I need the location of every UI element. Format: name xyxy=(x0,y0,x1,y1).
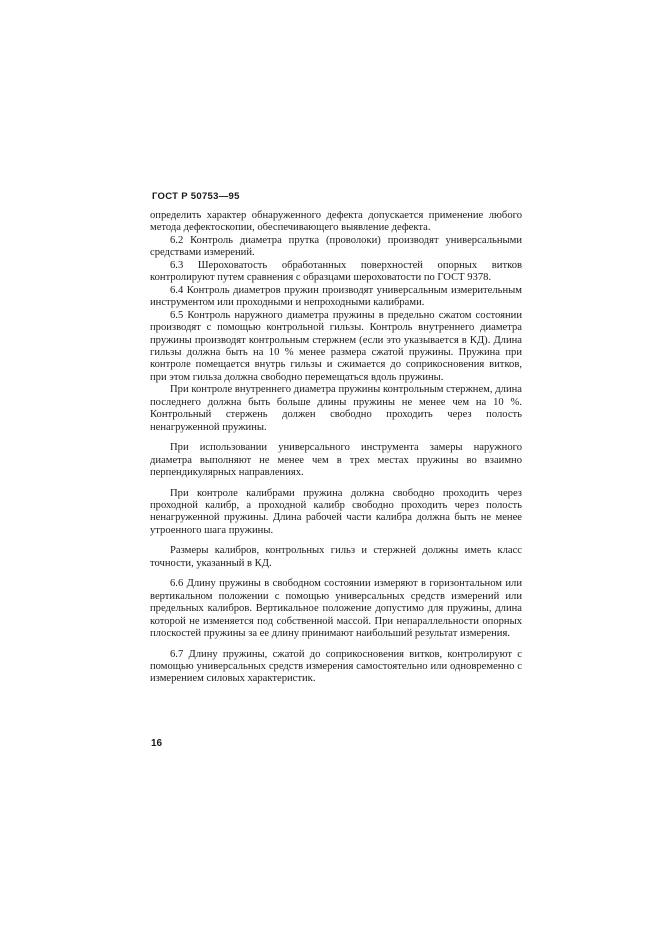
paragraph-6-2: 6.2 Контроль диаметра прутка (проволоки) производят универсальными средствами измерений. xyxy=(150,234,522,259)
paragraph-continuation: определить характер обнаруженного дефекта допускается применение любого метода дефектоскопии, обеспечивающего выявление дефекта. xyxy=(150,210,522,234)
paragraph-6-4: 6.4 Контроль диаметров пружин производят универсальным измерительным инструментом или проходными и непроходными калибрами. xyxy=(150,284,522,309)
paragraph-gauge-dimensions: Размеры калибров, контрольных гильз и стержней должны иметь класс точности, указанный в КД. xyxy=(150,545,522,569)
paragraph-6-5: 6.5 Контроль наружного диаметра пружины в предельно сжатом состоянии производят с помощью контрольной гильзы. Контроль внутреннего диаметра пружины производят контрольным стержнем (если это указывается в КД). Длина гильзы должна быть на 10 % менее размера сжатой пружины. Пружина при контроле помещается внутрь гильзы и сжимается до соприкосновения витков, при этом гильза должна свободно перемещаться вдоль пружины. xyxy=(150,309,522,383)
paragraph-universal-instrument: При использовании универсального инструмента замеры наружного диаметра выполняют не менее чем в трех местах пружины во взаимно перпендикулярных направлениях. xyxy=(150,442,522,479)
paragraph-gauges: При контроле калибрами пружина должна свободно проходить через проходной калибр, а проходной калибр свободно проходить через полость ненагруженной пружины. Длина рабочей части калибра должна быть не менее утроенного шага пружины. xyxy=(150,487,522,536)
paragraph-inner-diameter: При контроле внутреннего диаметра пружины контрольным стержнем, длина последнего должна быть больше длины пружины не менее чем на 10 %. Контрольный стержень должен свободно проходить через полость ненагруженной пружины. xyxy=(150,384,522,433)
paragraph-6-7: 6.7 Длину пружины, сжатой до соприкосновения витков, контролируют с помощью универсальных средств измерения самостоятельно или одновременно с измерением силовых характеристик. xyxy=(150,648,522,685)
paragraph-6-3: 6.3 Шероховатость обработанных поверхностей опорных витков контролируют путем сравнения с образцами шероховатости по ГОСТ 9378. xyxy=(150,259,522,284)
document-header: ГОСТ Р 50753—95 xyxy=(152,191,240,202)
paragraph-6-6: 6.6 Длину пружины в свободном состоянии измеряют в горизонтальном или вертикальном положении с помощью универсальных средств измерений или предельных калибров. Вертикальное положение допустимо для пружины, длина которой не изменяется под собственной массой. При непараллельности опорных плоскостей пружины за ее длину принимают наибольший результат измерения. xyxy=(150,578,522,640)
document-body xyxy=(150,210,522,686)
page-number: 16 xyxy=(151,738,163,749)
